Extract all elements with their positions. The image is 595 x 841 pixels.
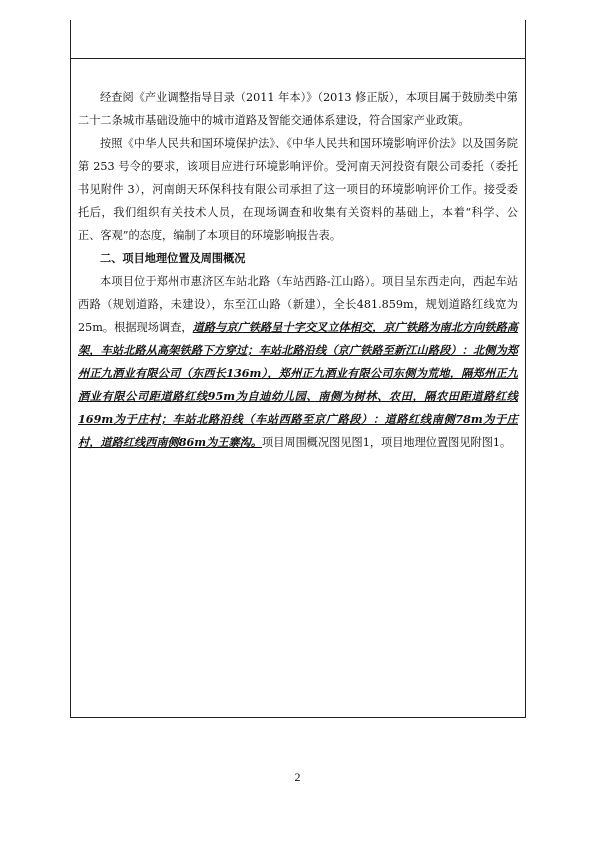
figure-reference-text: 项目周围概况图见图1，项目地理位置图见附图1。 xyxy=(262,436,512,449)
location-plain-text: 本项目位于郑州市惠济区车站北路（车站西路-江山路）。项目呈东西走向，西起车站西路（规划道路，未建设），东至江山路（新建），全长481.859m，规划道路红线宽为25m。根据现场调查， xyxy=(78,275,518,334)
table-border-right-top xyxy=(525,20,526,58)
page-number: 2 xyxy=(294,770,301,784)
location-paragraph xyxy=(78,270,518,454)
table-border-left-top xyxy=(70,20,71,58)
section-heading-location: 二、项目地理位置及周围概况 xyxy=(100,251,246,265)
industrial-policy-paragraph: 经查阅《产业调整指导目录（2011 年本）》（2013 修正版），本项目属于鼓励类中第二十二条城市基础设施中的城市道路及智能交通体系建设，符合国家产业政策。 xyxy=(78,91,518,127)
surroundings-emphasis-text: 道路与京广铁路呈十字交叉立体相交，京广铁路为南北方向铁路高架，车站北路从高架铁路下方穿过；车站北路沿线（京广铁路至新江山路段）：北侧为郑州正九酒业有限公司（东西长136m），郑州正九酒业有限公司东侧为荒地，隔郑州正九酒业有限公司距道路红线95m为自迪幼儿园、南侧为树林、农田，隔农田距道路红线169m为于庄村；车站北路沿线（车站西路至京广路段）：道路红线南侧78m为于庄村，道路红线西南侧86m为王寨沟。 xyxy=(78,320,518,449)
eia-commission-paragraph: 按照《中华人民共和国环境保护法》、《中华人民共和国环境影响评价法》以及国务院第 253 号令的要求，该项目应进行环境影响评价。受河南天河投资有限公司委托（委托书见附件 3），河南朗天环保科技有限公司承担了这一项目的环境影响评价工作。接受委托后，我们组织有关技术人员，在现场调查和收集有关资料的基础上，本着“科学、公正、客观”的态度，编制了本项目的环境影响报告表。 xyxy=(78,137,518,242)
document-body xyxy=(78,88,518,454)
